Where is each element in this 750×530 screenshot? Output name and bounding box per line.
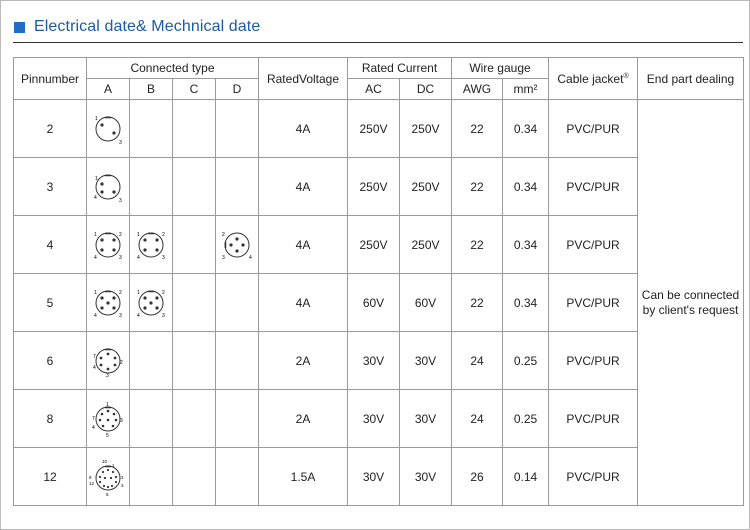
table-row <box>14 332 744 390</box>
svg-text:4: 4 <box>93 364 96 371</box>
svg-text:3: 3 <box>121 482 124 488</box>
type-d-cell <box>216 216 259 274</box>
type-d-cell <box>216 332 259 390</box>
header-type-c: C <box>173 79 216 100</box>
mm2-cell: 0.34 <box>503 100 549 158</box>
type-c-cell <box>173 158 216 216</box>
svg-text:3: 3 <box>120 417 123 424</box>
ac-cell: 60V <box>348 274 400 332</box>
type-a-cell <box>87 100 130 158</box>
header-dc: DC <box>400 79 452 100</box>
svg-text:7: 7 <box>92 415 95 422</box>
svg-text:5: 5 <box>106 491 109 497</box>
pin5-connector-icon <box>90 286 126 320</box>
svg-text:3: 3 <box>119 139 122 146</box>
header-awg: AWG <box>452 79 503 100</box>
pin-number-cell: 8 <box>14 390 87 448</box>
type-a-cell <box>87 216 130 274</box>
end-part-cell: Can be connected by client's request <box>638 100 744 506</box>
pin-number-cell: 4 <box>14 216 87 274</box>
svg-text:4: 4 <box>249 254 252 261</box>
section-marker <box>14 22 25 33</box>
rated-voltage-cell: 4A <box>259 274 348 332</box>
title-divider <box>13 42 743 43</box>
type-c-cell <box>173 216 216 274</box>
type-a-cell <box>87 390 130 448</box>
svg-text:4: 4 <box>94 254 97 261</box>
svg-text:1: 1 <box>94 289 97 296</box>
dc-cell: 250V <box>400 216 452 274</box>
pin5-connector-icon <box>133 286 169 320</box>
svg-text:1: 1 <box>106 401 109 408</box>
type-b-cell <box>130 158 173 216</box>
header-cable-jacket <box>549 58 638 100</box>
header-pin-number: Pinnumber <box>14 58 87 100</box>
type-b-cell <box>130 448 173 506</box>
cable-jacket-cell: PVC/PUR <box>549 332 638 390</box>
svg-text:4: 4 <box>137 254 140 261</box>
table-row <box>14 390 744 448</box>
svg-text:2: 2 <box>162 289 165 296</box>
awg-cell: 22 <box>452 274 503 332</box>
svg-text:1: 1 <box>137 231 140 238</box>
mm2-cell: 0.34 <box>503 158 549 216</box>
svg-text:2: 2 <box>121 474 124 480</box>
cable-jacket-label: Cable jacket <box>557 71 624 86</box>
dc-cell: 30V <box>400 390 452 448</box>
svg-text:2: 2 <box>120 359 123 366</box>
svg-text:1: 1 <box>95 175 98 182</box>
pin3-connector-icon <box>90 170 126 204</box>
dc-cell: 250V <box>400 158 452 216</box>
header-connected-type: Connected type <box>87 58 259 79</box>
svg-text:4: 4 <box>94 194 97 201</box>
svg-text:1: 1 <box>137 289 140 296</box>
mm2-cell: 0.14 <box>503 448 549 506</box>
type-a-cell <box>87 332 130 390</box>
pin4-connector-icon <box>133 228 169 262</box>
type-c-cell <box>173 332 216 390</box>
header-end-part: End part dealing <box>638 58 744 100</box>
table-row <box>14 448 744 506</box>
pin4-connector-icon <box>90 228 126 262</box>
type-c-cell <box>173 274 216 332</box>
svg-text:2: 2 <box>162 231 165 238</box>
svg-text:5: 5 <box>106 432 109 438</box>
svg-text:3: 3 <box>162 312 165 319</box>
dc-cell: 30V <box>400 332 452 390</box>
pin6-connector-icon <box>90 344 126 378</box>
rated-voltage-cell: 2A <box>259 390 348 448</box>
svg-text:3: 3 <box>119 254 122 261</box>
awg-cell: 24 <box>452 332 503 390</box>
rated-voltage-cell: 2A <box>259 332 348 390</box>
mm2-cell: 0.34 <box>503 216 549 274</box>
pin8-connector-icon <box>90 400 126 438</box>
type-b-cell <box>130 390 173 448</box>
dc-cell: 30V <box>400 448 452 506</box>
type-a-cell <box>87 158 130 216</box>
awg-cell: 22 <box>452 216 503 274</box>
cable-jacket-cell: PVC/PUR <box>549 100 638 158</box>
header-type-d: D <box>216 79 259 100</box>
section-header <box>14 17 260 37</box>
table-row <box>14 274 744 332</box>
header-mm2: mm² <box>503 79 549 100</box>
type-c-cell <box>173 100 216 158</box>
pin2-connector-icon <box>90 112 126 146</box>
pin4-connector-icon <box>219 228 255 262</box>
header-type-b: B <box>130 79 173 100</box>
svg-text:12: 12 <box>89 480 95 486</box>
cable-jacket-cell: PVC/PUR <box>549 274 638 332</box>
type-b-cell <box>130 100 173 158</box>
ac-cell: 30V <box>348 332 400 390</box>
type-d-cell <box>216 274 259 332</box>
table-row <box>14 216 744 274</box>
svg-text:4: 4 <box>92 424 95 431</box>
dc-cell: 60V <box>400 274 452 332</box>
awg-cell: 26 <box>452 448 503 506</box>
svg-text:2: 2 <box>222 231 225 238</box>
spec-table <box>13 57 744 506</box>
table-row <box>14 158 744 216</box>
awg-cell: 24 <box>452 390 503 448</box>
mm2-cell: 0.25 <box>503 332 549 390</box>
cable-jacket-cell: PVC/PUR <box>549 390 638 448</box>
table-row <box>14 100 744 158</box>
svg-text:1: 1 <box>95 115 98 122</box>
ac-cell: 30V <box>348 390 400 448</box>
svg-text:3: 3 <box>162 254 165 261</box>
type-d-cell <box>216 448 259 506</box>
page-title: Electrical date& Mechnical date <box>34 18 261 35</box>
type-b-cell <box>130 216 173 274</box>
svg-text:3: 3 <box>119 312 122 319</box>
pin12-connector-icon <box>88 457 128 497</box>
type-b-cell <box>130 274 173 332</box>
ac-cell: 30V <box>348 448 400 506</box>
rated-voltage-cell: 1.5A <box>259 448 348 506</box>
awg-cell: 22 <box>452 100 503 158</box>
svg-text:4: 4 <box>137 312 140 319</box>
ac-cell: 250V <box>348 216 400 274</box>
svg-text:3: 3 <box>106 372 109 378</box>
rated-voltage-cell: 4A <box>259 158 348 216</box>
cable-jacket-cell: PVC/PUR <box>549 448 638 506</box>
pin-number-cell: 2 <box>14 100 87 158</box>
svg-text:1: 1 <box>94 231 97 238</box>
header-type-a: A <box>87 79 130 100</box>
type-c-cell <box>173 390 216 448</box>
type-d-cell <box>216 100 259 158</box>
type-a-cell <box>87 274 130 332</box>
pin-number-cell: 5 <box>14 274 87 332</box>
type-d-cell <box>216 158 259 216</box>
header-ac: AC <box>348 79 400 100</box>
type-d-cell <box>216 390 259 448</box>
header-rated-current: Rated Current <box>348 58 452 79</box>
rated-voltage-cell: 4A <box>259 100 348 158</box>
svg-text:9: 9 <box>89 474 92 480</box>
header-wire-gauge: Wire gauge <box>452 58 549 79</box>
pin-number-cell: 6 <box>14 332 87 390</box>
pin-number-cell: 12 <box>14 448 87 506</box>
type-b-cell <box>130 332 173 390</box>
cable-jacket-cell: PVC/PUR <box>549 216 638 274</box>
awg-cell: 22 <box>452 158 503 216</box>
svg-text:3: 3 <box>119 197 122 204</box>
svg-text:10: 10 <box>102 458 108 464</box>
mm2-cell: 0.25 <box>503 390 549 448</box>
ac-cell: 250V <box>348 100 400 158</box>
rated-voltage-cell: 4A <box>259 216 348 274</box>
header-rated-voltage: RatedVoltage <box>259 58 348 100</box>
svg-text:3: 3 <box>222 254 225 261</box>
registered-mark: ® <box>623 72 629 80</box>
svg-text:2: 2 <box>119 289 122 296</box>
pin-number-cell: 3 <box>14 158 87 216</box>
mm2-cell: 0.34 <box>503 274 549 332</box>
svg-text:7: 7 <box>93 353 96 360</box>
dc-cell: 250V <box>400 100 452 158</box>
type-c-cell <box>173 448 216 506</box>
svg-text:1: 1 <box>112 462 115 468</box>
svg-text:4: 4 <box>94 312 97 319</box>
ac-cell: 250V <box>348 158 400 216</box>
cable-jacket-cell: PVC/PUR <box>549 158 638 216</box>
type-a-cell <box>87 448 130 506</box>
svg-text:2: 2 <box>119 231 122 238</box>
